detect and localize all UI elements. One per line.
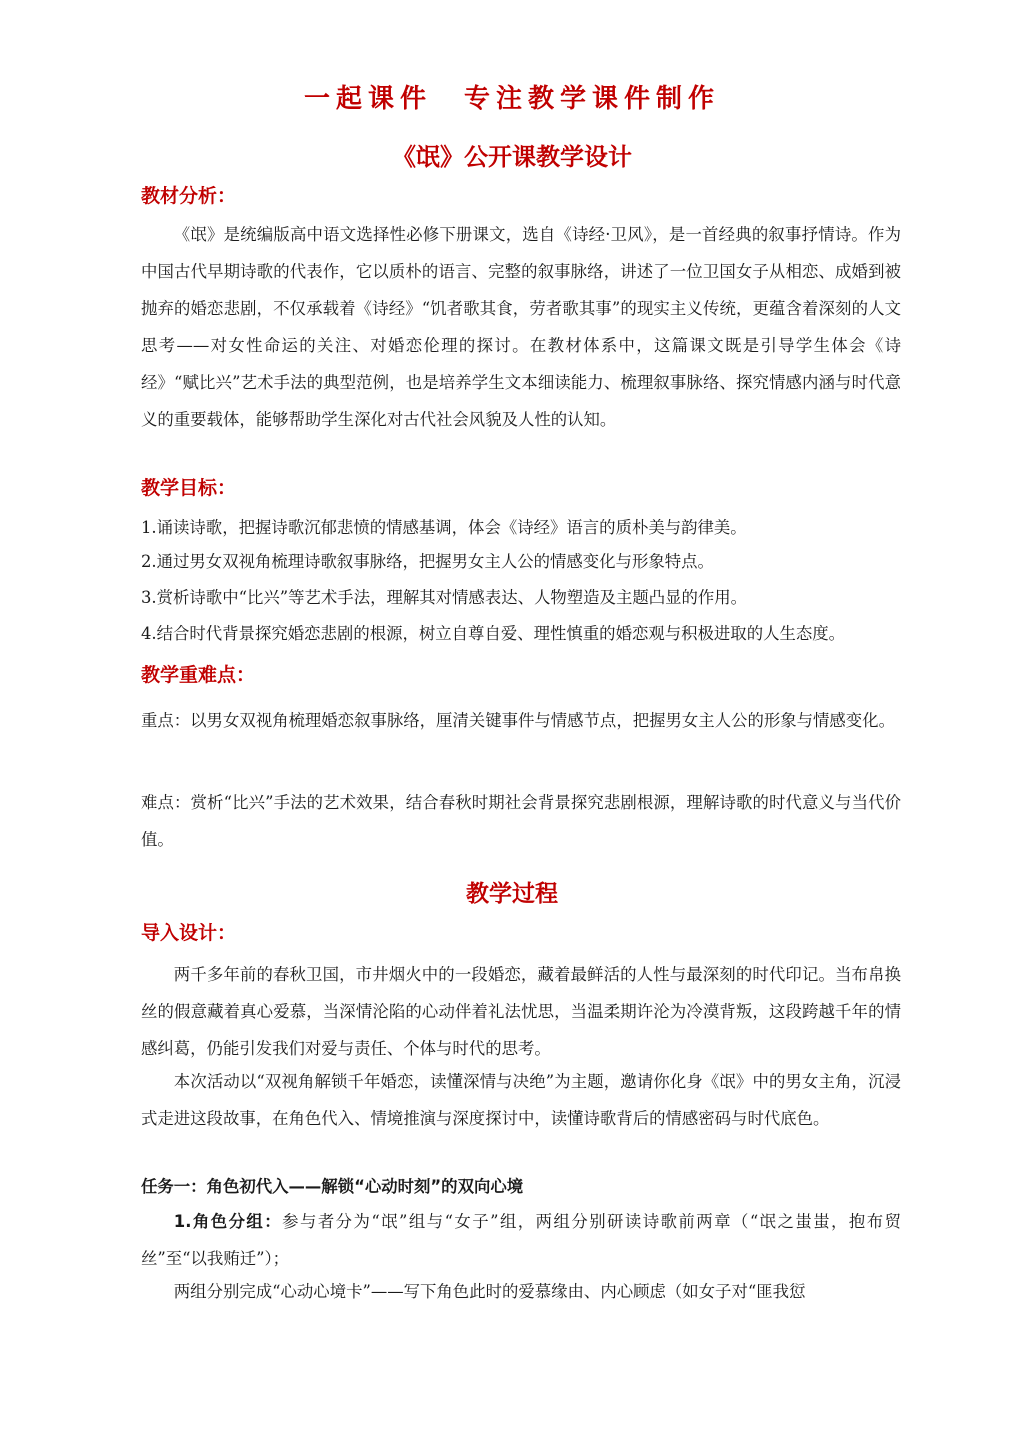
- brand-header: 一起课件 专注教学课件制作: [303, 84, 720, 114]
- key-point-difficulty: 难点：赏析“比兴”手法的艺术效果，结合春秋时期社会背景探究悲剧根源，理解诗歌的时代意义与当代价值。: [141, 793, 901, 849]
- intro-heading: 导入设计：: [141, 922, 237, 944]
- step-1-text: 参与者分为“氓”组与“女子”组，两组分别研读诗歌前两章（“氓之蚩蚩，抱布贸丝”至“以我贿迁”）；: [141, 1212, 901, 1268]
- objective-item-2: 2.通过男女双视角梳理诗歌叙事脉络，把握男女主人公的情感变化与形象特点。: [141, 552, 714, 571]
- task-one-step-1-continued: 两组分别完成“心动心境卡”——写下角色此时的爱慕缘由、内心顾虑（如女子对“匪我愆: [173, 1282, 806, 1301]
- intro-paragraph-2: 本次活动以“双视角解锁千年婚恋，读懂深情与决绝”为主题，邀请你化身《氓》中的男女主角，沉浸式走进这段故事，在角色代入、情境推演与深度探讨中，读懂诗歌背后的情感密码与时代底色。: [141, 1072, 901, 1128]
- material-analysis-text: 《氓》是统编版高中语文选择性必修下册课文，选自《诗经·卫风》，是一首经典的叙事抒情诗。作为中国古代早期诗歌的代表作，它以质朴的语言、完整的叙事脉络，讲述了一位卫国女子从相恋、成婚到被抛弃的婚恋悲剧，不仅承载着《诗经》“饥者歌其食，劳者歌其事”的现实主义传统，更蕴含着深刻的人文思考——对女性命运的关注、对婚恋伦理的探讨。在教材体系中，这篇课文既是引导学生体会《诗经》“赋比兴”艺术手法的典型范例，也是培养学生文本细读能力、梳理叙事脉络、探究情感内涵与时代意义的重要载体，能够帮助学生深化对古代社会风貌及人性的认知。: [141, 225, 901, 429]
- step-1-label: 1.角色分组：: [173, 1212, 283, 1231]
- objective-item-1: 1.诵读诗歌，把握诗歌沉郁悲愤的情感基调，体会《诗经》语言的质朴美与韵律美。: [141, 518, 747, 537]
- objective-item-3: 3.赏析诗歌中“比兴”等艺术手法，理解其对情感表达、人物塑造及主题凸显的作用。: [141, 588, 748, 607]
- objectives-heading: 教学目标：: [141, 477, 237, 499]
- document-title: 《氓》公开课教学设计: [392, 143, 632, 171]
- key-points-heading: 教学重难点：: [141, 664, 256, 686]
- task-one-step-1: [141, 1203, 901, 1277]
- material-analysis-heading: 教材分析：: [141, 185, 237, 207]
- intro-paragraph-1: 两千多年前的春秋卫国，市井烟火中的一段婚恋，藏着最鲜活的人性与最深刻的时代印记。当布帛换丝的假意藏着真心爱慕，当深情沦陷的心动伴着礼法忧思，当温柔期许沦为冷漠背叛，这段跨越千年的情感纠葛，仍能引发我们对爱与责任、个体与时代的思考。: [141, 965, 901, 1058]
- process-title: 教学过程: [466, 881, 558, 907]
- task-one-heading: 任务一：角色初代入——解锁“心动时刻”的双向心境: [141, 1177, 524, 1196]
- key-point-focus: 重点：以男女双视角梳理婚恋叙事脉络，厘清关键事件与情感节点，把握男女主人公的形象与情感变化。: [141, 711, 895, 730]
- objective-item-4: 4.结合时代背景探究婚恋悲剧的根源，树立自尊自爱、理性慎重的婚恋观与积极进取的人生态度。: [141, 624, 846, 643]
